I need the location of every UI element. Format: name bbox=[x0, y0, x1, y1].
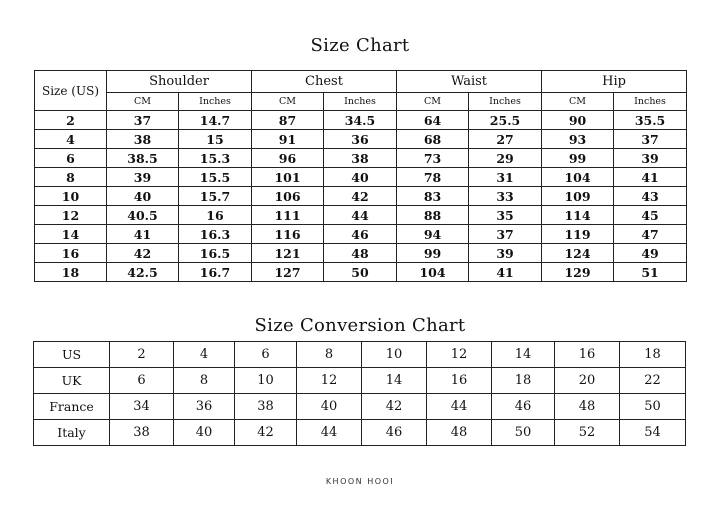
size-value-cell: 12 bbox=[427, 342, 492, 368]
table-row bbox=[34, 394, 686, 420]
measurement-cell: 38 bbox=[107, 130, 179, 149]
measurement-cell: 51 bbox=[614, 263, 687, 282]
size-chart-unit-row bbox=[35, 93, 687, 111]
size-column-header: Size (US) bbox=[35, 71, 107, 111]
measurement-cell: 78 bbox=[397, 168, 469, 187]
size-cell: 18 bbox=[35, 263, 107, 282]
measurement-cell: 116 bbox=[252, 225, 324, 244]
measurement-cell: 39 bbox=[614, 149, 687, 168]
size-chart-header-row bbox=[35, 71, 687, 93]
size-value-cell: 18 bbox=[620, 342, 686, 368]
measurement-cell: 15.3 bbox=[179, 149, 252, 168]
measurement-cell: 39 bbox=[107, 168, 179, 187]
size-cell: 12 bbox=[35, 206, 107, 225]
measurement-cell: 46 bbox=[324, 225, 397, 244]
size-value-cell: 40 bbox=[174, 420, 235, 446]
measurement-cell: 40 bbox=[324, 168, 397, 187]
measurement-cell: 29 bbox=[469, 149, 542, 168]
measurement-cell: 41 bbox=[614, 168, 687, 187]
size-chart-title: Size Chart bbox=[310, 35, 410, 56]
measurement-group-header: Shoulder bbox=[107, 71, 252, 93]
size-value-cell: 36 bbox=[174, 394, 235, 420]
size-value-cell: 16 bbox=[427, 368, 492, 394]
measurement-group-header: Hip bbox=[542, 71, 687, 93]
unit-header: CM bbox=[252, 93, 324, 111]
measurement-cell: 114 bbox=[542, 206, 614, 225]
size-value-cell: 14 bbox=[492, 342, 555, 368]
measurement-cell: 31 bbox=[469, 168, 542, 187]
measurement-cell: 43 bbox=[614, 187, 687, 206]
size-value-cell: 48 bbox=[555, 394, 620, 420]
measurement-cell: 93 bbox=[542, 130, 614, 149]
measurement-cell: 42.5 bbox=[107, 263, 179, 282]
size-conversion-title: Size Conversion Chart bbox=[254, 315, 466, 336]
measurement-cell: 87 bbox=[252, 111, 324, 130]
measurement-cell: 101 bbox=[252, 168, 324, 187]
measurement-cell: 90 bbox=[542, 111, 614, 130]
size-value-cell: 52 bbox=[555, 420, 620, 446]
measurement-cell: 119 bbox=[542, 225, 614, 244]
table-row bbox=[34, 342, 686, 368]
measurement-cell: 16.5 bbox=[179, 244, 252, 263]
measurement-cell: 33 bbox=[469, 187, 542, 206]
table-row bbox=[35, 263, 687, 282]
unit-header: Inches bbox=[179, 93, 252, 111]
measurement-cell: 111 bbox=[252, 206, 324, 225]
measurement-cell: 14.7 bbox=[179, 111, 252, 130]
measurement-cell: 35 bbox=[469, 206, 542, 225]
size-value-cell: 22 bbox=[620, 368, 686, 394]
measurement-cell: 16.3 bbox=[179, 225, 252, 244]
measurement-cell: 16 bbox=[179, 206, 252, 225]
size-value-cell: 12 bbox=[297, 368, 362, 394]
size-value-cell: 34 bbox=[110, 394, 174, 420]
measurement-cell: 121 bbox=[252, 244, 324, 263]
measurement-cell: 50 bbox=[324, 263, 397, 282]
measurement-cell: 27 bbox=[469, 130, 542, 149]
measurement-cell: 124 bbox=[542, 244, 614, 263]
size-value-cell: 8 bbox=[174, 368, 235, 394]
measurement-cell: 48 bbox=[324, 244, 397, 263]
measurement-cell: 94 bbox=[397, 225, 469, 244]
size-value-cell: 46 bbox=[362, 420, 427, 446]
measurement-group-header: Chest bbox=[252, 71, 397, 93]
region-label: US bbox=[34, 342, 110, 368]
measurement-cell: 83 bbox=[397, 187, 469, 206]
table-row bbox=[35, 225, 687, 244]
size-cell: 16 bbox=[35, 244, 107, 263]
table-row bbox=[35, 168, 687, 187]
measurement-cell: 96 bbox=[252, 149, 324, 168]
size-value-cell: 42 bbox=[362, 394, 427, 420]
measurement-cell: 38.5 bbox=[107, 149, 179, 168]
table-row bbox=[35, 206, 687, 225]
measurement-cell: 37 bbox=[469, 225, 542, 244]
table-row bbox=[35, 244, 687, 263]
size-value-cell: 48 bbox=[427, 420, 492, 446]
measurement-cell: 127 bbox=[252, 263, 324, 282]
measurement-cell: 129 bbox=[542, 263, 614, 282]
measurement-cell: 37 bbox=[107, 111, 179, 130]
size-value-cell: 10 bbox=[362, 342, 427, 368]
size-value-cell: 4 bbox=[174, 342, 235, 368]
measurement-cell: 99 bbox=[397, 244, 469, 263]
size-value-cell: 18 bbox=[492, 368, 555, 394]
measurement-cell: 91 bbox=[252, 130, 324, 149]
table-row bbox=[35, 130, 687, 149]
region-label: UK bbox=[34, 368, 110, 394]
size-value-cell: 54 bbox=[620, 420, 686, 446]
measurement-cell: 36 bbox=[324, 130, 397, 149]
measurement-cell: 15.7 bbox=[179, 187, 252, 206]
size-value-cell: 50 bbox=[492, 420, 555, 446]
measurement-cell: 40.5 bbox=[107, 206, 179, 225]
unit-header: CM bbox=[397, 93, 469, 111]
size-value-cell: 46 bbox=[492, 394, 555, 420]
size-value-cell: 8 bbox=[297, 342, 362, 368]
measurement-cell: 104 bbox=[397, 263, 469, 282]
measurement-cell: 47 bbox=[614, 225, 687, 244]
size-cell: 4 bbox=[35, 130, 107, 149]
size-cell: 10 bbox=[35, 187, 107, 206]
measurement-cell: 38 bbox=[324, 149, 397, 168]
size-cell: 8 bbox=[35, 168, 107, 187]
size-value-cell: 38 bbox=[110, 420, 174, 446]
size-value-cell: 20 bbox=[555, 368, 620, 394]
size-value-cell: 6 bbox=[110, 368, 174, 394]
measurement-cell: 15 bbox=[179, 130, 252, 149]
unit-header: Inches bbox=[614, 93, 687, 111]
size-cell: 2 bbox=[35, 111, 107, 130]
measurement-cell: 106 bbox=[252, 187, 324, 206]
size-value-cell: 6 bbox=[235, 342, 297, 368]
size-value-cell: 38 bbox=[235, 394, 297, 420]
brand-logo-text: KHOON HOOI bbox=[325, 477, 395, 486]
measurement-group-header: Waist bbox=[397, 71, 542, 93]
region-label: France bbox=[34, 394, 110, 420]
measurement-cell: 49 bbox=[614, 244, 687, 263]
unit-header: Inches bbox=[469, 93, 542, 111]
size-value-cell: 44 bbox=[297, 420, 362, 446]
size-cell: 6 bbox=[35, 149, 107, 168]
table-row bbox=[35, 187, 687, 206]
measurement-cell: 25.5 bbox=[469, 111, 542, 130]
measurement-cell: 39 bbox=[469, 244, 542, 263]
measurement-cell: 40 bbox=[107, 187, 179, 206]
unit-header: CM bbox=[107, 93, 179, 111]
table-row bbox=[35, 149, 687, 168]
measurement-cell: 42 bbox=[324, 187, 397, 206]
measurement-cell: 34.5 bbox=[324, 111, 397, 130]
measurement-cell: 44 bbox=[324, 206, 397, 225]
size-value-cell: 42 bbox=[235, 420, 297, 446]
region-label: Italy bbox=[34, 420, 110, 446]
size-value-cell: 44 bbox=[427, 394, 492, 420]
size-conversion-table bbox=[33, 341, 686, 446]
measurement-cell: 99 bbox=[542, 149, 614, 168]
measurement-cell: 35.5 bbox=[614, 111, 687, 130]
unit-header: Inches bbox=[324, 93, 397, 111]
measurement-cell: 42 bbox=[107, 244, 179, 263]
size-value-cell: 14 bbox=[362, 368, 427, 394]
size-value-cell: 10 bbox=[235, 368, 297, 394]
table-row bbox=[34, 368, 686, 394]
size-value-cell: 40 bbox=[297, 394, 362, 420]
size-value-cell: 16 bbox=[555, 342, 620, 368]
measurement-cell: 68 bbox=[397, 130, 469, 149]
measurement-cell: 16.7 bbox=[179, 263, 252, 282]
unit-header: CM bbox=[542, 93, 614, 111]
measurement-cell: 109 bbox=[542, 187, 614, 206]
measurement-cell: 15.5 bbox=[179, 168, 252, 187]
table-row bbox=[34, 420, 686, 446]
size-chart-table bbox=[34, 70, 687, 282]
measurement-cell: 41 bbox=[107, 225, 179, 244]
measurement-cell: 64 bbox=[397, 111, 469, 130]
measurement-cell: 41 bbox=[469, 263, 542, 282]
measurement-cell: 37 bbox=[614, 130, 687, 149]
measurement-cell: 88 bbox=[397, 206, 469, 225]
table-row bbox=[35, 111, 687, 130]
measurement-cell: 73 bbox=[397, 149, 469, 168]
size-cell: 14 bbox=[35, 225, 107, 244]
measurement-cell: 104 bbox=[542, 168, 614, 187]
measurement-cell: 45 bbox=[614, 206, 687, 225]
size-value-cell: 50 bbox=[620, 394, 686, 420]
size-value-cell: 2 bbox=[110, 342, 174, 368]
